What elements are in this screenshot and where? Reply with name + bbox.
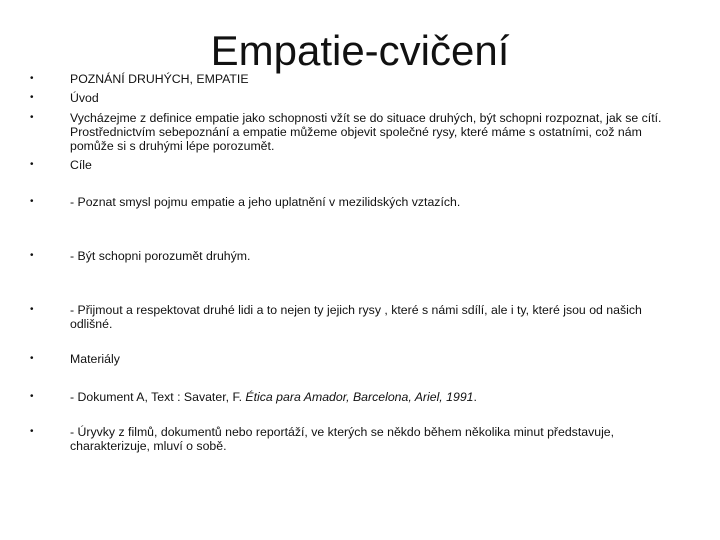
bullet-dot-icon: •	[30, 159, 34, 170]
bullet-item	[30, 249, 670, 263]
bullet-text-suffix: .	[473, 390, 477, 404]
bullet-item	[30, 111, 670, 153]
bullet-item	[30, 91, 670, 105]
bullet-text: - Být schopni porozumět druhým.	[70, 249, 251, 263]
bullet-dot-icon: •	[30, 304, 34, 315]
bullet-text: POZNÁNÍ DRUHÝCH, EMPATIE	[70, 72, 249, 86]
bullet-text-prefix: - Dokument A, Text : Savater, F.	[70, 390, 246, 404]
bullet-dot-icon: •	[30, 391, 34, 402]
bullet-text: Úvod	[70, 91, 99, 105]
bullet-text: Materiály	[70, 352, 120, 366]
bullet-dot-icon: •	[30, 92, 34, 103]
bullet-text: - Úryvky z filmů, dokumentů nebo reportáží, ve kterých se někdo během několika minut představuje, charakterizuje, mluví o sobě.	[70, 425, 615, 453]
bullet-text-italic: Ética para Amador, Barcelona, Ariel, 1991	[245, 390, 474, 404]
bullet-item	[30, 303, 670, 331]
bullet-item	[30, 425, 670, 453]
bullet-item	[30, 158, 670, 172]
bullet-dot-icon: •	[30, 196, 34, 207]
bullet-text	[70, 390, 670, 404]
bullet-item	[30, 72, 670, 86]
bullet-dot-icon: •	[30, 112, 34, 123]
bullet-dot-icon: •	[30, 426, 34, 437]
bullet-text: - Poznat smysl pojmu empatie a jeho uplatnění v mezilidských vztazích.	[70, 195, 461, 209]
bullet-dot-icon: •	[30, 73, 34, 84]
bullet-item	[30, 390, 670, 404]
bullet-text: Vycházejme z definice empatie jako schopnosti vžít se do situace druhých, být schopni rozpoznat, jak se cítí. Prostřednictvím sebepoznání a empatie můžeme objevit společné rysy, které máme s ostatními, což nám pomůže si s druhými lépe porozumět.	[70, 111, 662, 153]
bullet-item	[30, 195, 670, 209]
bullet-dot-icon: •	[30, 250, 34, 261]
bullet-dot-icon: •	[30, 353, 34, 364]
bullet-item	[30, 352, 670, 366]
bullet-text: - Přijmout a respektovat druhé lidi a to nejen ty jejich rysy , které s námi sdílí, ale i ty, které jsou od našich odlišné.	[70, 303, 642, 331]
bullet-text: Cíle	[70, 158, 92, 172]
slide-title: Empatie-cvičení	[210, 27, 510, 74]
